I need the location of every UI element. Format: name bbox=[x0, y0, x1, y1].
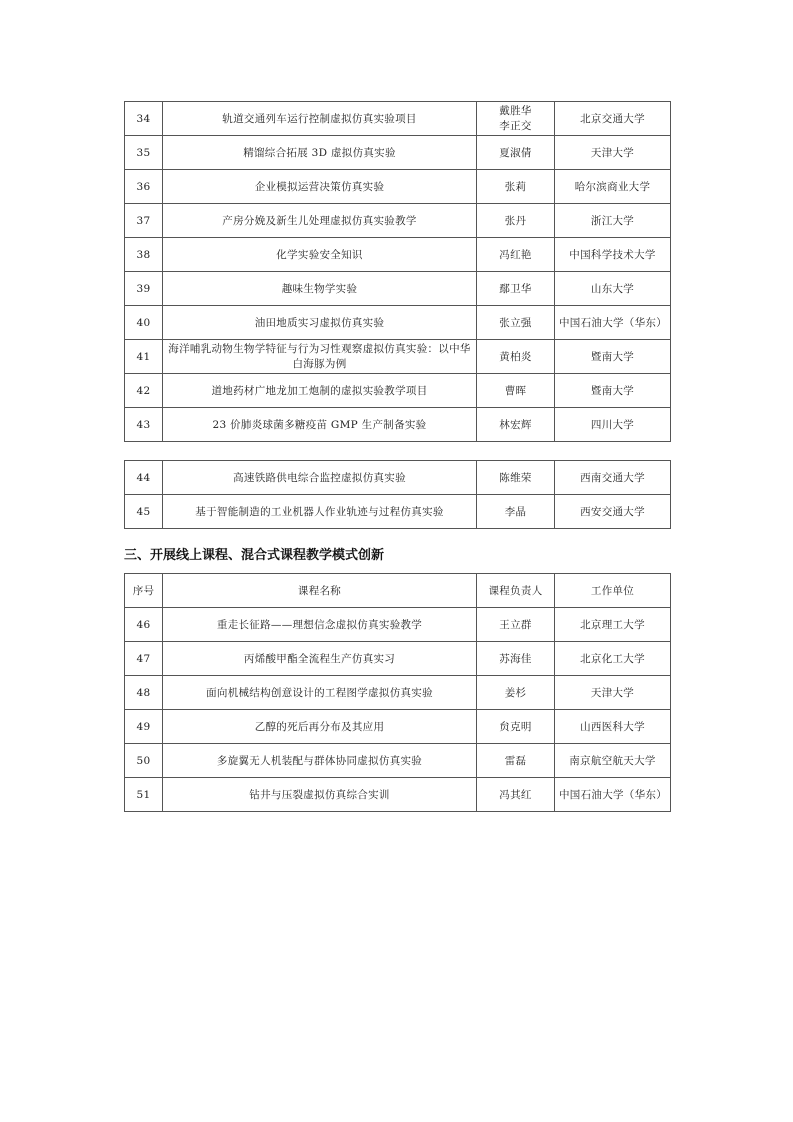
table-row bbox=[125, 495, 671, 529]
course-lead: 戴胜华 李正交 bbox=[477, 102, 555, 136]
institution: 山东大学 bbox=[555, 272, 671, 306]
course-lead: 苏海佳 bbox=[477, 642, 555, 676]
course-name: 企业模拟运营决策仿真实验 bbox=[163, 170, 477, 204]
course-lead: 张丹 bbox=[477, 204, 555, 238]
course-name: 基于智能制造的工业机器人作业轨迹与过程仿真实验 bbox=[163, 495, 477, 529]
online-course-table bbox=[124, 573, 671, 812]
row-number: 46 bbox=[125, 608, 163, 642]
course-lead: 姜杉 bbox=[477, 676, 555, 710]
table-row bbox=[125, 710, 671, 744]
institution: 中国石油大学（华东） bbox=[555, 778, 671, 812]
row-number: 43 bbox=[125, 408, 163, 442]
table-header-row bbox=[125, 574, 671, 608]
course-lead: 黄柏炎 bbox=[477, 340, 555, 374]
row-number: 47 bbox=[125, 642, 163, 676]
row-number: 45 bbox=[125, 495, 163, 529]
row-number: 50 bbox=[125, 744, 163, 778]
institution: 南京航空航天大学 bbox=[555, 744, 671, 778]
table-row bbox=[125, 676, 671, 710]
row-number: 37 bbox=[125, 204, 163, 238]
institution: 北京交通大学 bbox=[555, 102, 671, 136]
table-row bbox=[125, 744, 671, 778]
course-lead: 张立强 bbox=[477, 306, 555, 340]
table-row bbox=[125, 340, 671, 374]
table-row bbox=[125, 204, 671, 238]
institution: 暨南大学 bbox=[555, 340, 671, 374]
table-row bbox=[125, 170, 671, 204]
table-row bbox=[125, 408, 671, 442]
row-number: 39 bbox=[125, 272, 163, 306]
table-row bbox=[125, 306, 671, 340]
table-row bbox=[125, 136, 671, 170]
header-course-name: 课程名称 bbox=[163, 574, 477, 608]
row-number: 44 bbox=[125, 461, 163, 495]
course-table-body bbox=[125, 102, 671, 442]
course-name: 精馏综合拓展 3D 虚拟仿真实验 bbox=[163, 136, 477, 170]
institution: 哈尔滨商业大学 bbox=[555, 170, 671, 204]
row-number: 42 bbox=[125, 374, 163, 408]
course-lead: 雷磊 bbox=[477, 744, 555, 778]
course-table-continued bbox=[124, 101, 671, 442]
course-name: 轨道交通列车运行控制虚拟仿真实验项目 bbox=[163, 102, 477, 136]
table-row bbox=[125, 642, 671, 676]
course-name: 道地药材广地龙加工炮制的虚拟实验教学项目 bbox=[163, 374, 477, 408]
institution: 暨南大学 bbox=[555, 374, 671, 408]
course-lead: 贠克明 bbox=[477, 710, 555, 744]
course-name: 高速铁路供电综合监控虚拟仿真实验 bbox=[163, 461, 477, 495]
row-number: 51 bbox=[125, 778, 163, 812]
course-table-body bbox=[125, 461, 671, 529]
row-number: 49 bbox=[125, 710, 163, 744]
row-number: 38 bbox=[125, 238, 163, 272]
course-name: 化学实验安全知识 bbox=[163, 238, 477, 272]
institution: 浙江大学 bbox=[555, 204, 671, 238]
table-row bbox=[125, 778, 671, 812]
course-lead: 夏淑倩 bbox=[477, 136, 555, 170]
table-row bbox=[125, 374, 671, 408]
institution: 四川大学 bbox=[555, 408, 671, 442]
institution: 中国石油大学（华东） bbox=[555, 306, 671, 340]
course-name: 丙烯酸甲酯全流程生产仿真实习 bbox=[163, 642, 477, 676]
course-name: 产房分娩及新生儿处理虚拟仿真实验教学 bbox=[163, 204, 477, 238]
row-number: 40 bbox=[125, 306, 163, 340]
course-lead: 冯其红 bbox=[477, 778, 555, 812]
course-name: 重走长征路——理想信念虚拟仿真实验教学 bbox=[163, 608, 477, 642]
course-lead: 冯红艳 bbox=[477, 238, 555, 272]
header-person: 课程负责人 bbox=[477, 574, 555, 608]
institution: 天津大学 bbox=[555, 676, 671, 710]
table-row bbox=[125, 461, 671, 495]
institution: 北京化工大学 bbox=[555, 642, 671, 676]
table-row bbox=[125, 238, 671, 272]
course-name: 油田地质实习虚拟仿真实验 bbox=[163, 306, 477, 340]
header-no: 序号 bbox=[125, 574, 163, 608]
table-row bbox=[125, 608, 671, 642]
course-lead: 陈维荣 bbox=[477, 461, 555, 495]
course-name: 乙醇的死后再分布及其应用 bbox=[163, 710, 477, 744]
table-row bbox=[125, 102, 671, 136]
course-name: 钻井与压裂虚拟仿真综合实训 bbox=[163, 778, 477, 812]
course-table-continued-2 bbox=[124, 460, 671, 529]
course-lead: 林宏辉 bbox=[477, 408, 555, 442]
institution: 西南交通大学 bbox=[555, 461, 671, 495]
row-number: 35 bbox=[125, 136, 163, 170]
institution: 中国科学技术大学 bbox=[555, 238, 671, 272]
institution: 山西医科大学 bbox=[555, 710, 671, 744]
section-heading: 三、开展线上课程、混合式课程教学模式创新 bbox=[124, 548, 385, 563]
institution: 北京理工大学 bbox=[555, 608, 671, 642]
course-table-body bbox=[125, 608, 671, 812]
course-lead: 张莉 bbox=[477, 170, 555, 204]
course-name: 趣味生物学实验 bbox=[163, 272, 477, 306]
row-number: 48 bbox=[125, 676, 163, 710]
course-name: 面向机械结构创意设计的工程图学虚拟仿真实验 bbox=[163, 676, 477, 710]
institution: 天津大学 bbox=[555, 136, 671, 170]
course-name: 海洋哺乳动物生物学特征与行为习性观察虚拟仿真实验：以中华白海豚为例 bbox=[163, 340, 477, 374]
course-lead: 王立群 bbox=[477, 608, 555, 642]
row-number: 36 bbox=[125, 170, 163, 204]
row-number: 41 bbox=[125, 340, 163, 374]
row-number: 34 bbox=[125, 102, 163, 136]
course-lead: 李晶 bbox=[477, 495, 555, 529]
header-unit: 工作单位 bbox=[555, 574, 671, 608]
course-lead: 鄢卫华 bbox=[477, 272, 555, 306]
course-lead: 曹晖 bbox=[477, 374, 555, 408]
institution: 西安交通大学 bbox=[555, 495, 671, 529]
course-name: 多旋翼无人机装配与群体协同虚拟仿真实验 bbox=[163, 744, 477, 778]
course-name: 23 价肺炎球菌多糖疫苗 GMP 生产制备实验 bbox=[163, 408, 477, 442]
table-row bbox=[125, 272, 671, 306]
